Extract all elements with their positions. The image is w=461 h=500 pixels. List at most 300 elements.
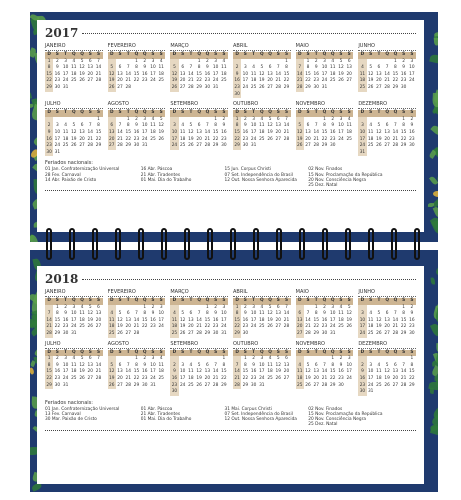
weekday-header: D [233, 110, 241, 117]
day-cell: 15 [329, 369, 336, 375]
day-cell: 3 [72, 304, 76, 310]
day-cell: 1 [233, 117, 241, 124]
day-cell: 26 [338, 78, 344, 84]
day-cell: 16 [250, 369, 257, 375]
day-cell: 4 [268, 356, 272, 362]
day-cell: 21 [95, 369, 102, 375]
spiral-ring [414, 228, 420, 260]
day-cell: 22 [283, 78, 290, 84]
spiral-ring [322, 228, 328, 260]
day-cell: 28 [125, 84, 131, 90]
day-cell: 18 [346, 129, 352, 135]
holiday-item: 15 Nov. Proclamação da República [308, 172, 383, 178]
day-cell: 12 [376, 129, 382, 135]
spiral-ring [138, 228, 144, 260]
day-cell: 5 [80, 58, 84, 64]
day-cell: 2 [214, 304, 217, 310]
day-cell: 17 [329, 317, 336, 323]
holiday-item: 07 Set. Independência do Brasil [224, 411, 293, 417]
weekday-header: Q [258, 298, 266, 305]
day-cell: 27 [384, 330, 390, 336]
day-cell: 21 [196, 324, 202, 330]
day-cell: 14 [117, 129, 123, 135]
spiral-ring [230, 228, 236, 260]
day-cell: 15 [46, 71, 52, 77]
day-cell: 11 [367, 129, 374, 135]
spiral-ring [184, 228, 190, 260]
holiday-column [45, 167, 137, 188]
day-cell: 10 [359, 317, 366, 323]
day-cell: 4 [252, 65, 255, 71]
day-cell: 9 [314, 65, 318, 71]
day-cell: 28 [46, 330, 52, 336]
day-cell: 25 [71, 78, 77, 84]
day-cell: 1 [135, 356, 138, 362]
day-cell: 1 [214, 116, 217, 122]
day-cell: 24 [71, 324, 77, 330]
day-cell: 31 [221, 330, 227, 336]
weekday-header: Q [329, 350, 337, 357]
day-cell: 14 [46, 317, 52, 323]
day-cell: 21 [95, 71, 102, 77]
day-cell: 8 [402, 311, 405, 317]
month-days [108, 298, 166, 338]
day-cell: 13 [87, 65, 94, 71]
day-cell: 30 [221, 143, 227, 149]
day-cell: 3 [410, 58, 414, 64]
day-cell: 7 [118, 123, 122, 129]
day-cell: 2 [233, 65, 241, 72]
day-cell: 10 [329, 311, 336, 317]
day-cell: 31 [141, 143, 148, 149]
holiday-item: 01 Jan. Confraternização Universal [45, 167, 120, 173]
day-cell: 13 [125, 317, 131, 323]
day-cell: 20 [196, 136, 202, 142]
day-cell: 30 [321, 330, 328, 336]
day-cell: 30 [234, 91, 240, 97]
day-cell: 12 [267, 123, 273, 129]
weekday-header: S [274, 110, 282, 117]
day-cell: 17 [150, 71, 156, 77]
day-cell: 13 [196, 129, 202, 135]
weekday-header: D [233, 298, 241, 305]
day-cell: 3 [151, 58, 155, 64]
weekday-header: Q [320, 350, 328, 357]
day-cell: 3 [260, 356, 264, 362]
weekday-header: S [179, 298, 187, 305]
weekday-header: S [367, 298, 375, 305]
month-name: JANEIRO [45, 289, 103, 297]
day-cell: 16 [54, 369, 61, 375]
day-cell: 6 [268, 65, 272, 71]
day-cell: 17 [409, 71, 415, 77]
day-cell: 13 [204, 369, 211, 375]
weekday-header: S [241, 110, 249, 117]
month-8 [170, 341, 228, 396]
day-cell: 18 [109, 324, 115, 330]
day-cell: 11 [171, 317, 178, 323]
weekday-header: Q [195, 298, 203, 305]
day-cell: 23 [409, 324, 415, 330]
day-cell: 5 [268, 304, 272, 310]
weekday-header: T [187, 298, 195, 305]
day-cell: 20 [384, 324, 390, 330]
day-cell: 21 [392, 136, 399, 142]
month-name: AGOSTO [108, 101, 166, 109]
day-cell: 26 [179, 330, 186, 336]
day-cell: 21 [305, 324, 311, 330]
day-cell: 24 [321, 78, 328, 84]
year-label: 2018 [45, 272, 79, 286]
day-cell: 21 [275, 78, 282, 84]
month-8 [170, 101, 228, 156]
day-cell: 6 [385, 311, 389, 317]
holiday-item: 02 Nov. Finados [308, 406, 343, 412]
weekday-header: S [282, 110, 290, 117]
holiday-item: 12 Out. Nossa Senhora Aparecida [224, 417, 297, 423]
day-cell: 23 [313, 78, 319, 84]
day-cell: 15 [305, 71, 311, 77]
month-5 [358, 289, 416, 338]
day-cell: 2 [222, 116, 226, 122]
weekday-header: S [179, 52, 187, 59]
day-cell: 12 [305, 369, 311, 375]
weekday-header: S [149, 298, 157, 305]
day-cell: 4 [181, 123, 185, 129]
day-cell: 7 [394, 311, 397, 317]
weekday-header: Q [78, 350, 86, 357]
month-0 [45, 289, 103, 338]
day-cell: 19 [267, 129, 273, 135]
day-cell: 8 [45, 65, 53, 72]
day-cell: 2 [339, 356, 343, 362]
day-cell: 29 [409, 382, 415, 388]
day-cell: 22 [133, 375, 140, 381]
month-4 [296, 289, 354, 338]
month-name: SETEMBRO [170, 101, 228, 109]
day-cell: 20 [305, 136, 311, 142]
day-cell: 12 [87, 311, 94, 317]
calendar-page-2017 [37, 20, 424, 232]
day-cell: 18 [179, 136, 186, 142]
day-cell: 3 [55, 123, 59, 129]
day-cell: 11 [221, 65, 227, 71]
day-cell: 1 [143, 304, 147, 310]
day-cell: 30 [54, 382, 61, 388]
day-cell: 2 [55, 58, 59, 64]
holiday-item: 12 Out. Nossa Senhora Aparecida [224, 177, 297, 183]
weekday-header: S [86, 298, 94, 305]
day-cell: 10 [221, 311, 227, 317]
day-cell: 6 [181, 65, 185, 71]
day-cell: 8 [402, 123, 405, 129]
day-cell: 17 [367, 375, 374, 381]
day-cell: 11 [79, 311, 85, 317]
weekday-header: Q [391, 110, 399, 117]
day-cell: 20 [204, 375, 211, 381]
weekday-header: S [179, 110, 187, 117]
day-cell: 2 [143, 58, 147, 64]
weekday-header: S [53, 350, 61, 357]
day-cell: 20 [125, 324, 131, 330]
day-cell: 11 [150, 123, 156, 129]
empty-day [212, 356, 220, 363]
day-cell: 11 [376, 369, 382, 375]
day-cell: 17 [346, 369, 352, 375]
weekday-header: Q [266, 350, 274, 357]
weekday-header: Q [78, 110, 86, 117]
day-cell: 17 [250, 317, 257, 323]
day-cell: 16 [400, 71, 407, 77]
month-days [45, 298, 103, 338]
day-cell: 6 [347, 58, 351, 64]
day-cell: 11 [71, 362, 77, 368]
month-days [358, 298, 416, 338]
day-cell: 9 [410, 123, 414, 129]
day-cell: 28 [283, 136, 290, 142]
day-cell: 15 [400, 317, 407, 323]
month-days [233, 298, 291, 338]
day-cell: 8 [97, 123, 100, 129]
weekday-header: Q [391, 52, 399, 59]
day-cell: 13 [117, 71, 123, 77]
day-cell: 12 [158, 123, 164, 129]
day-cell: 28 [87, 143, 94, 149]
weekday-header: S [86, 52, 94, 59]
month-0 [45, 43, 103, 98]
day-cell: 20 [346, 71, 352, 77]
spiral-ring [276, 228, 282, 260]
day-cell: 13 [275, 311, 282, 317]
weekday-header: Q [195, 350, 203, 357]
day-cell: 22 [400, 136, 407, 142]
weekday-header: T [187, 110, 195, 117]
weekday-header: S [220, 52, 228, 59]
day-cell: 20 [376, 78, 382, 84]
day-cell: 12 [259, 71, 265, 77]
weekday-header: Q [70, 350, 78, 357]
day-cell: 12 [384, 369, 390, 375]
day-cell: 1 [135, 58, 138, 64]
day-cell: 5 [377, 311, 381, 317]
month-days [233, 350, 291, 390]
day-cell: 12 [117, 317, 123, 323]
day-cell: 27 [275, 324, 282, 330]
day-cell: 24 [150, 78, 156, 84]
leaf-decoration [430, 124, 438, 138]
day-cell: 29 [133, 382, 140, 388]
day-cell: 4 [80, 304, 84, 310]
weekday-header: S [149, 350, 157, 357]
day-cell: 5 [260, 65, 264, 71]
day-cell: 11 [259, 311, 265, 317]
day-cell: 27 [283, 375, 290, 381]
day-cell: 17 [242, 78, 249, 84]
weekday-header: S [212, 298, 220, 305]
holidays-list [45, 407, 416, 428]
day-cell: 10 [150, 362, 156, 368]
leaf-decoration [434, 375, 438, 381]
day-cell: 1 [55, 304, 59, 310]
day-cell: 19 [376, 324, 382, 330]
day-cell: 15 [54, 317, 61, 323]
day-cell: 23 [338, 375, 344, 381]
day-cell: 4 [151, 116, 155, 122]
day-cell: 5 [385, 362, 389, 368]
weekday-header: T [124, 52, 132, 59]
weekday-header: D [108, 110, 116, 117]
day-cell: 13 [267, 71, 273, 77]
day-cell: 28 [297, 84, 303, 90]
day-cell: 27 [305, 143, 311, 149]
weekday-header: Q [329, 110, 337, 117]
day-cell: 4 [72, 356, 76, 362]
day-cell: 23 [54, 375, 61, 381]
empty-day [320, 356, 328, 363]
day-cell: 18 [376, 375, 382, 381]
day-cell: 1 [197, 58, 201, 64]
weekday-header: T [249, 298, 257, 305]
day-cell: 1 [222, 356, 226, 362]
day-cell: 10 [242, 71, 249, 77]
day-cell: 5 [276, 356, 280, 362]
holiday-item: 07 Set. Independência do Brasil [224, 172, 293, 178]
day-cell: 26 [79, 375, 85, 381]
day-cell: 9 [331, 123, 335, 129]
weekday-header: S [220, 110, 228, 117]
day-cell: 13 [376, 71, 382, 77]
weekday-header: S [116, 52, 124, 59]
day-cell: 27 [125, 330, 131, 336]
day-cell: 3 [159, 304, 163, 310]
day-cell: 19 [267, 317, 273, 323]
weekday-header: D [170, 298, 178, 305]
day-cell: 30 [133, 143, 140, 149]
day-cell: 19 [338, 71, 344, 77]
empty-day [375, 356, 383, 363]
day-cell: 16 [54, 71, 61, 77]
day-cell: 29 [95, 143, 102, 149]
weekday-header: T [312, 110, 320, 117]
month-10 [296, 341, 354, 396]
day-cell: 28 [283, 324, 290, 330]
day-cell: 13 [283, 362, 290, 368]
weekday-header: S [157, 350, 165, 357]
day-cell: 14 [283, 123, 290, 129]
day-cell: 9 [143, 65, 147, 71]
day-cell: 25 [250, 84, 257, 90]
day-cell: 11 [338, 311, 344, 317]
empty-day [195, 356, 203, 363]
day-cell: 31 [321, 84, 328, 90]
day-cell: 6 [108, 123, 116, 130]
leaf-decoration [430, 278, 435, 286]
month-grid [45, 43, 416, 156]
day-cell: 26 [267, 324, 273, 330]
day-cell: 13 [275, 123, 282, 129]
holiday-column [308, 167, 416, 188]
weekday-header: S [86, 350, 94, 357]
holiday-column [225, 167, 305, 188]
month-name: MARÇO [170, 43, 228, 51]
holiday-item: 25 Dez. Natal [308, 182, 338, 188]
day-cell: 27 [204, 382, 211, 388]
weekday-header: D [233, 52, 241, 59]
day-cell: 3 [64, 356, 67, 362]
day-cell: 18 [297, 375, 303, 381]
day-cell: 25 [376, 382, 382, 388]
day-cell: 20 [95, 317, 102, 323]
day-cell: 6 [394, 362, 397, 368]
day-cell: 15 [133, 369, 140, 375]
day-cell: 1 [97, 116, 100, 122]
day-cell: 30 [313, 84, 319, 90]
day-cell: 16 [221, 129, 227, 135]
month-days [358, 110, 416, 156]
spiral-ring [368, 228, 374, 260]
day-cell: 27 [95, 324, 102, 330]
day-cell: 15 [400, 129, 407, 135]
day-cell: 3 [331, 304, 335, 310]
day-cell: 4 [189, 362, 193, 368]
weekday-header: S [94, 350, 102, 357]
day-cell: 3 [64, 58, 67, 64]
month-days [45, 52, 103, 92]
weekday-header: S [86, 110, 94, 117]
day-cell: 18 [71, 71, 77, 77]
year-header [45, 26, 416, 40]
day-cell: 29 [242, 382, 249, 388]
day-cell: 9 [243, 123, 247, 129]
day-cell: 23 [250, 375, 257, 381]
day-cell: 26 [87, 324, 94, 330]
day-cell: 10 [158, 311, 164, 317]
month-name: JULHO [45, 101, 103, 109]
day-cell: 5 [88, 304, 92, 310]
day-cell: 27 [188, 330, 194, 336]
weekday-header: S [337, 110, 345, 117]
day-cell: 23 [400, 78, 407, 84]
month-name: FEVEREIRO [108, 289, 166, 297]
day-cell: 4 [339, 304, 343, 310]
weekday-header: T [187, 52, 195, 59]
day-cell: 26 [158, 136, 164, 142]
day-cell: 21 [234, 375, 240, 381]
day-cell: 16 [409, 317, 415, 323]
day-cell: 30 [409, 330, 415, 336]
day-cell: 14 [125, 369, 131, 375]
day-cell: 2 [170, 363, 178, 370]
day-cell: 13 [117, 369, 123, 375]
month-6 [45, 341, 103, 396]
weekday-header: S [345, 298, 353, 305]
weekday-header: S [400, 298, 408, 305]
day-cell: 28 [275, 84, 282, 90]
day-cell: 25 [79, 324, 85, 330]
day-cell: 26 [305, 382, 311, 388]
month-3 [233, 289, 291, 338]
month-name: JANEIRO [45, 43, 103, 51]
day-cell: 29 [400, 143, 407, 149]
weekday-header: D [45, 298, 53, 305]
empty-day [233, 356, 241, 363]
day-cell: 1 [233, 305, 241, 312]
day-cell: 11 [62, 129, 69, 135]
day-cell: 22 [392, 78, 399, 84]
day-cell: 27 [87, 78, 94, 84]
holiday-column [225, 407, 305, 428]
day-cell: 11 [250, 71, 257, 77]
